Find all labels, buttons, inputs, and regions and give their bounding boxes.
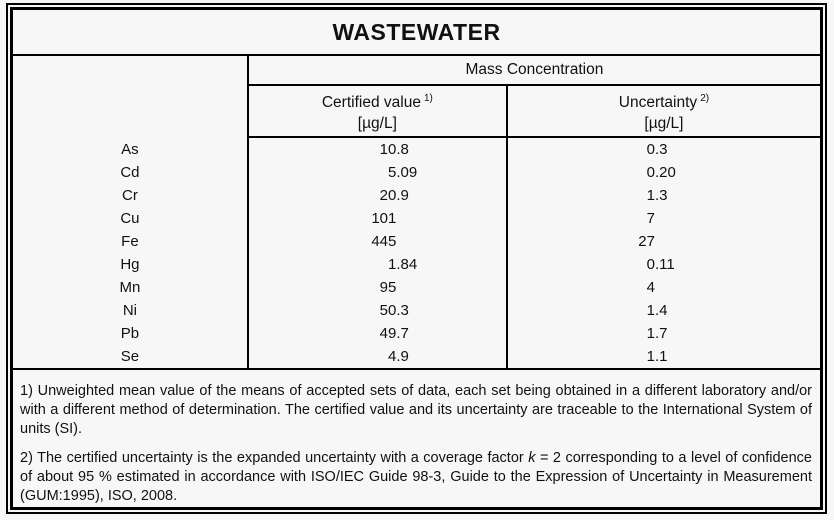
certified-value-cell: 445 [248,230,507,253]
certified-value-cell: 20 .9 [248,184,507,207]
table-row [13,137,820,161]
uncertainty-cell: 0 .11 [646,256,675,273]
header-corner-cell [13,55,248,137]
certified-value-cell: 4 .9 [248,345,507,369]
column-header-certified-value [248,85,507,137]
element-cell: Cd [120,164,140,181]
table-row [13,299,820,322]
group-header-mass-concentration: Mass Concentration [248,55,820,85]
element-cell: Cr [122,187,138,204]
column-header-uncertainty [507,85,820,137]
uncertainty-cell: 1 .3 [646,187,668,204]
table-frame-inner [10,7,823,510]
uncertainty-unit: [µg/L] [644,115,684,133]
footnote-2-prefix: 2) The certified uncertainty is the expanded uncertainty with a coverage factor [20,450,529,466]
certified-value-cell: 1 .84 [248,253,507,276]
element-cell: Mn [119,279,141,296]
table-row [13,345,820,369]
table-body [13,137,820,369]
certified-value-cell: 49 .7 [248,322,507,345]
uncertainty-cell: 1 .4 [646,302,668,319]
footnote-2-suffix: = 2 corresponding to a level of confidence of about 95 % estimated in accordance with ISO/IEC Guide 98-3, Guide to the Expression of Uncertainty in Measurement (GUM:1995), ISO, 2008. [20,450,812,504]
element-cell: As [121,140,139,158]
element-cell: Pb [120,325,140,342]
footnote-1: 1) Unweighted mean value of the means of accepted sets of data, each set being obtained in a different laboratory and/or with a different method of determination. The certified value and its uncertainty are traceable to the International System of units (SI). [20,383,812,437]
uncertainty-cell: 7 [646,210,655,227]
element-cell: Se [13,345,248,369]
certified-value-cell: 95 [248,276,507,299]
element-cell: Hg [120,256,140,273]
table-row [13,161,820,184]
table-title: WASTEWATER [13,10,820,55]
uncertainty-cell: 0 .20 [646,164,676,181]
uncertainty-cell: 1 .1 [507,345,820,369]
table-row [13,276,820,299]
element-cell: Cu [120,210,140,227]
certified-value-unit: [µg/L] [357,115,397,133]
certified-value-cell: 101 [248,207,507,230]
footnote-ref-2: 2) [700,92,710,104]
uncertainty-cell: 27 [638,233,655,250]
uncertainty-cell: 0 .3 [646,141,668,158]
element-cell: Ni [122,302,137,319]
table-row [13,322,820,345]
uncertainty-label: Uncertainty $^{2)}$ [618,92,710,112]
element-cell: Fe [121,233,139,250]
table-row [13,230,820,253]
footnote-2 [20,449,812,506]
footnotes-section [13,369,820,520]
certified-value-cell: 50 .3 [248,299,507,322]
table-row [13,184,820,207]
table-row [13,253,820,276]
certified-value-label: Certified value $^{1)}$ [321,92,433,112]
certified-value-cell: 10 .8 [248,137,507,161]
table-frame-outer [6,3,827,514]
table-row [13,207,820,230]
uncertainty-cell: 4 [646,279,655,296]
uncertainty-cell: 1 .7 [646,325,668,342]
certified-value-cell: 5 .09 [248,161,507,184]
certified-values-table [13,10,820,520]
footnote-ref-1: 1) [423,92,433,104]
coverage-factor-k: k [528,450,536,466]
